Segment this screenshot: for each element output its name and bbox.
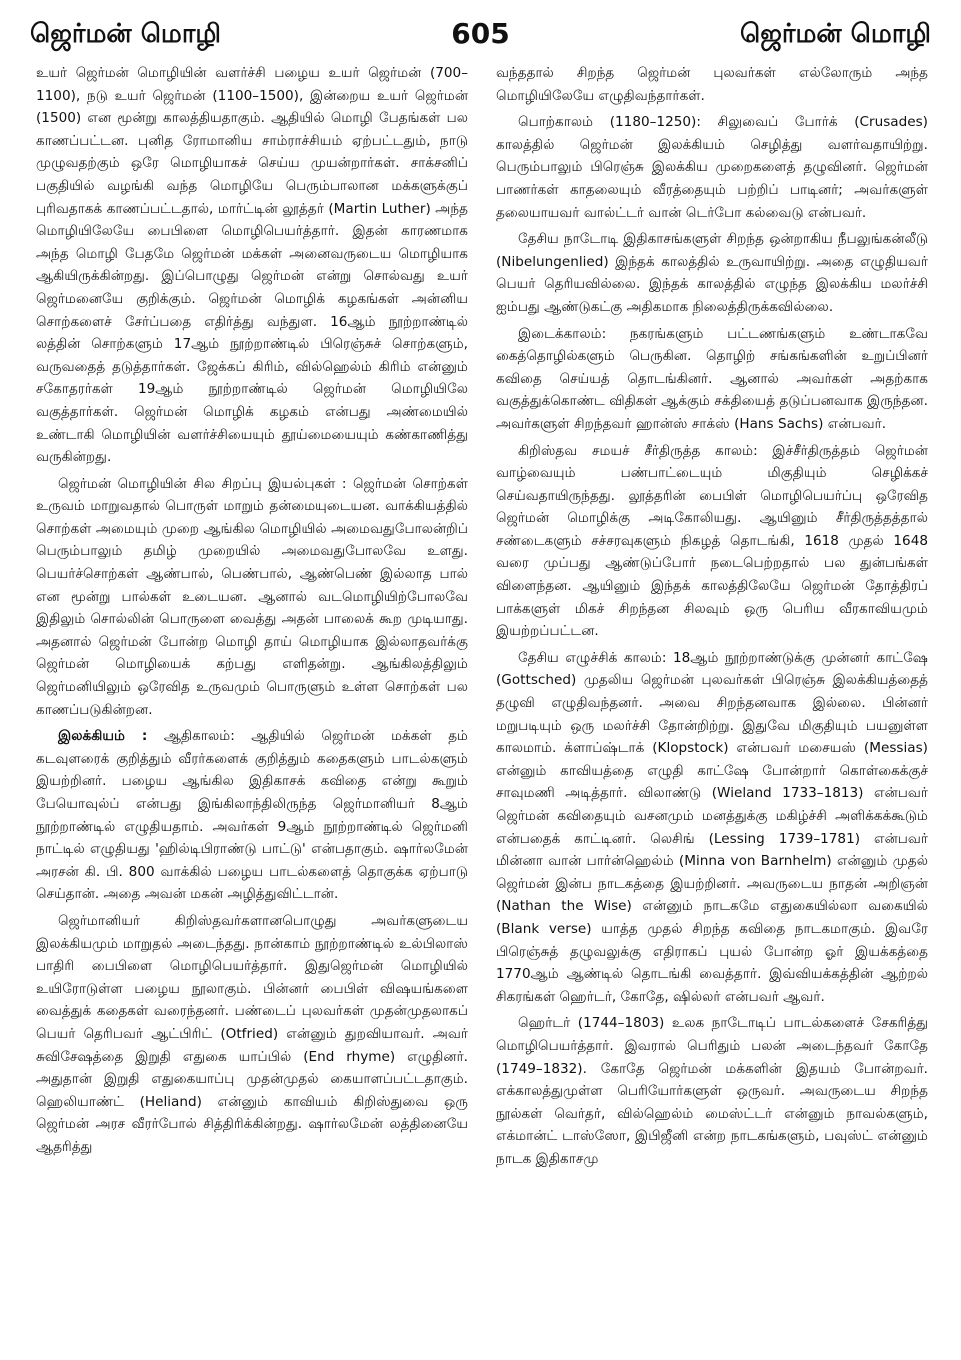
paragraph: கிறிஸ்தவ சமயச் சீர்திருத்த காலம்: இச்சீர்திருத்தம் ஜெர்மன் வாழ்வையும் பண்பாட்டையும் மிகுதியும் செழிக்கச் செய்வதாயிருந்தது. லூத்தரின் பைபிள் மொழிபெயர்ப்பு ஒரேவித ஜெர்மன் மொழிக்கு அடிகோலியது. ஆயினும் சீர்திருத்தத்தால் சண்டைகளும் சச்சரவுகளும் நிகழத் தொடங்கி, 1618 முதல் 1648 வரை முப்பது ஆண்டுப்போர் நடைபெற்றதால் பல துன்பங்கள் விளைந்தன. ஆயினும் இந்தக் காலத்திலேயே ஜெர்மன் தோத்திரப் பாக்களுள் மிகச் சிறந்தன சிலவும் ஒரு பெரிய வீரகாவியமும் இயற்றப்பட்டன. bbox=[496, 442, 928, 640]
paragraph: தேசிய நாடோடி இதிகாசங்களுள் சிறந்த ஒன்றாகிய நீபலுங்கன்லீடு (Nibelungenlied) இந்தக் காலத்தில் உருவாயிற்று. அதை எழுதியவர் பெயர் தெரியவில்லை. இந்தக் காலத்தில் எழுந்த இலக்கிய மலர்ச்சி ஐம்பது ஆண்டுகட்கு அதிகமாக நிலைத்திருக்கவில்லை. bbox=[496, 231, 928, 315]
paragraph: வந்ததால் சிறந்த ஜெர்மன் புலவர்கள் எல்லோரும் அந்த மொழியிலேயே எழுதிவந்தார்கள். bbox=[496, 65, 928, 104]
paragraph: இலக்கியம் : ஆதிகாலம்: ஆதியில் ஜெர்மன் மக்கள் தம் கடவுளரைக் குறித்தும் வீரர்களைக் குறித்தும் கதைகளும் பாடல்களும் இயற்றினர். பழைய ஆங்கில இதிகாசக் கவிதை என்று கூறும் பேயொவுல்ப் என்பது இங்கிலாந்திலிருந்த ஜெர்மானியர் 8ஆம் நூற்றாண்டில் எழுதியதாம். அவர்கள் 9ஆம் நூற்றாண்டில் ஜெர்மனி நாட்டில் எழுதியது 'ஹில்டிபிராண்டு பாட்டு' என்பதாகும். ஷார்லமேன் அரசன் கி. பி. 800 வாக்கில் பழைய பாடல்களைத் தொகுக்க ஏற்பாடு செய்தான். அதை அவன் மகன் அழித்துவிட்டான். bbox=[36, 728, 468, 903]
paragraph: பொற்காலம் (1180–1250): சிலுவைப் போர்க் (Crusades) காலத்தில் ஜெர்மன் இலக்கியம் செழித்து வளர்வதாயிற்று. பெரும்பாலும் பிரெஞ்சு இலக்கிய முறைகளைத் தழுவினர். ஜெர்மன் பாணர்கள் காதலையும் வீரத்தையும் பற்றிப் பாடினர்; அவர்களுள் தலையாயவர் வால்ட்டர் வான் டெர்போ கல்வைடு என்பவர். bbox=[496, 114, 928, 221]
paragraph: உயர் ஜெர்மன் மொழியின் வளர்ச்சி பழைய உயர் ஜெர்மன் (700–1100), நடு உயர் ஜெர்மன் (1100–1500), இன்றைய உயர் ஜெர்மன் (1500) என மூன்று காலத்தியதாகும். ஆதியில் மொழி பேதங்கள் பல காணப்பட்டன. புனித ரோமானிய சாம்ராச்சியம் ஏற்பட்டதும், நாடு முழுவதற்கும் ஒரே மொழியாகச் செய்ய முயன்றார்கள். சாக்சனிப் பகுதியில் வழங்கி வந்த மொழியே பெரும்பாலான மக்களுக்குப் புரிவதாகக் காணப்பட்டதால், மார்ட்டின் லூத்தர் (Martin Luther) அந்த மொழியிலேயே பைபிளை மொழிபெயர்த்தார். இதன் காரணமாக அந்த மொழி பேதமே ஜெர்மன் மக்கள் அனைவருடைய மொழியாக ஆகியிருக்கின்றது. இப்பொழுது ஜெர்மன் என்று சொல்வது உயர் ஜெர்மனையே குறிக்கும். ஜெர்மன் மொழிக் கழகங்கள் அன்னிய சொற்களைச் சேர்ப்பதை எதிர்த்து வந்துள. 16ஆம் நூற்றாண்டில் லத்தின் சொற்களும் 17ஆம் நூற்றாண்டில் பிரெஞ்சுச் சொற்களும், வருவதைத் தடுத்தார்கள். ஜேக்கப் கிரிம், வில்ஹெல்ம் கிரிம் என்னும் சகோதரர்கள் 19ஆம் நூற்றாண்டில் ஜெர்மன் மொழியிலே வகுத்தார்கள். ஜெர்மன் மொழிக் கழகம் என்பது அண்மையில் உண்டாகி மொழியின் வளர்ச்சியையும் தூய்மையையும் கண்காணித்து வருகின்றது. bbox=[36, 65, 468, 466]
paragraph: ஹெர்டர் (1744–1803) உலக நாடோடிப் பாடல்களைச் சேகரித்து மொழிபெயர்த்தார். இவரால் பெரிதும் பலன் அடைந்தவர் கோதே (1749–1832). கோதே ஜெர்மன் மக்களின் இதயம் போன்றவர். எக்காலத்துமுள்ள பெரியோர்களுள் ஒருவர். அவருடைய சிறந்த நூல்கள் வெர்தர், வில்ஹெல்ம் மைஸ்ட்டர் என்னும் நாவல்களும், எக்மான்ட் டாஸ்ஸோ, இபிஜீனி என்ற நாடகங்களும், பவுஸ்ட் என்னும் நாடக இதிகாசமு bbox=[496, 1015, 928, 1167]
page-header bbox=[30, 14, 931, 54]
paragraph: தேசிய எழுச்சிக் காலம்: 18ஆம் நூற்றாண்டுக்கு முன்னர் காட்ஷே (Gottsched) முதலிய ஜெர்மன் புலவர்கள் பிரெஞ்சு இலக்கியத்தைத் தழுவி எழுதிவந்தனர். அவை சிறந்தனவாக இல்லை. பின்னர் மறுபடியும் ஒரு மலர்ச்சி தோன்றிற்று. இதுவே மிகுதியும் பயனுள்ள காலமாம். க்ளாப்ஷ்டாக் (Klopstock) என்பவர் மசையஸ் (Messias) என்னும் காவியத்தை எழுதி காட்ஷே போன்றார் கொள்கைக்குச் சாவுமணி அடித்தார். விலாண்டு (Wieland 1733–1813) என்பவர் ஜெர்மன் கவிதையும் வசனமும் மனத்துக்கு மகிழ்ச்சி அளிக்கக்கூடும் என்பதைக் காட்டினர். லெசிங் (Lessing 1739–1781) என்பவர் மின்னா வான் பார்ன்ஹெல்ம் (Minna von Barnhelm) என்னும் முதல் ஜெர்மன் இன்ப நாடகத்தை இயற்றினர். அவருடைய நாதன் அறிஞன் (Nathan the Wise) என்னும் நாடகமே எதுகையில்லா வகையில் (Blank verse) யாத்த முதல் சிறந்த கவிதை நாடகமாகும். இவரே பிரெஞ்சுத் தழுவலுக்கு எதிராகப் புயல் போன்ற ஓர் இயக்கத்தை 1770ஆம் ஆண்டில் தொடங்கி வைத்தார். இவ்வியக்கத்தின் ஆற்றல் சிகரங்கள் ஹெர்டர், கோதே, ஷில்லர் என்பவர் ஆவர். bbox=[496, 649, 928, 1005]
paragraph: ஜெர்மானியர் கிறிஸ்தவர்களானபொழுது அவர்களுடைய இலக்கியமும் மாறுதல் அடைந்தது. நான்காம் நூற்றாண்டில் உல்பிலாஸ் பாதிரி பைபிளை மொழிபெயர்த்தார். இதுஜெர்மன் மொழியில் உயிரோடுள்ள பழைய நூலாகும். பின்னர் பைபிள் விஷயங்களை வைத்துக் கதைகள் வரைந்தனர். பண்டைப் புலவர்கள் முதன்முதலாகப் பெயர் தெரிபவர் ஆட்பிரிட் (Otfried) என்னும் துறவியாவர். அவர் சுவிசேஷத்தை இறுதி எதுகை யாப்பில் (End rhyme) எழுதினர். அதுதான் இறுதி எதுகையாப்பு முதன்முதல் கையாளப்பட்டதாகும். ஹெலியாண்ட் (Heliand) என்னும் காவியம் கிறிஸ்துவை ஒரு ஜெர்மன் அரச வீரர்போல் சித்திரிக்கின்றது. ஷார்லமேன் லத்தினையே ஆதரித்து bbox=[36, 912, 468, 1155]
paragraph: ஜெர்மன் மொழியின் சில சிறப்பு இயல்புகள் : ஜெர்மன் சொற்கள் உருவம் மாறுவதால் பொருள் மாறும் தன்மையுடையன. வாக்கியத்தில் சொற்கள் அமையும் முறை ஆங்கில மொழியில் அமைவதுபோலன்றிப் பெரும்பாலும் தமிழ் முறையில் அமைவதுபோலவே உளது. பெயர்ச்சொற்கள் ஆண்பால், பெண்பால், ஆண்பெண் இல்லாத பால் என மூன்று பால்கள் உடையன. ஆனால் வடமொழியிற்போலவே இதிலும் சொல்லின் பொருளை வைத்து அதன் பாலைக் கூற முடியாது. அதனால் ஜெர்மன் போன்ற மொழி தாய் மொழியாக இல்லாதவர்க்கு ஜெர்மன் மொழியைக் கற்பது எளிதன்று. ஆங்கிலத்திலும் ஜெர்மனியிலும் ஒரேவித உருவமும் பொருளும் உள்ள சொற்கள் பல காணப்படுகின்றன. bbox=[36, 475, 468, 718]
page-number: 605 bbox=[451, 17, 510, 50]
running-title-right: ஜெர்மன் மொழி bbox=[739, 19, 931, 49]
left-column bbox=[36, 62, 468, 1350]
right-column bbox=[496, 62, 928, 1350]
section-heading: இலக்கியம் : bbox=[58, 728, 148, 745]
running-title-left: ஜெர்மன் மொழி bbox=[30, 19, 222, 49]
paragraph: இடைக்காலம்: நகரங்களும் பட்டணங்களும் உண்டாகவே கைத்தொழில்களும் பெருகின. தொழிற் சங்கங்களின் உறுப்பினர் கவிதை செய்யத் தொடங்கினர். ஆனால் அவர்கள் அதற்காக வகுத்துக்கொண்ட விதிகள் ஆக்கும் சக்தியைத் தடுப்பனவாக இருந்தன. அவர்களுள் சிறந்தவர் ஹான்ஸ் சாக்ஸ் (Hans Sachs) என்பவர். bbox=[496, 325, 928, 432]
